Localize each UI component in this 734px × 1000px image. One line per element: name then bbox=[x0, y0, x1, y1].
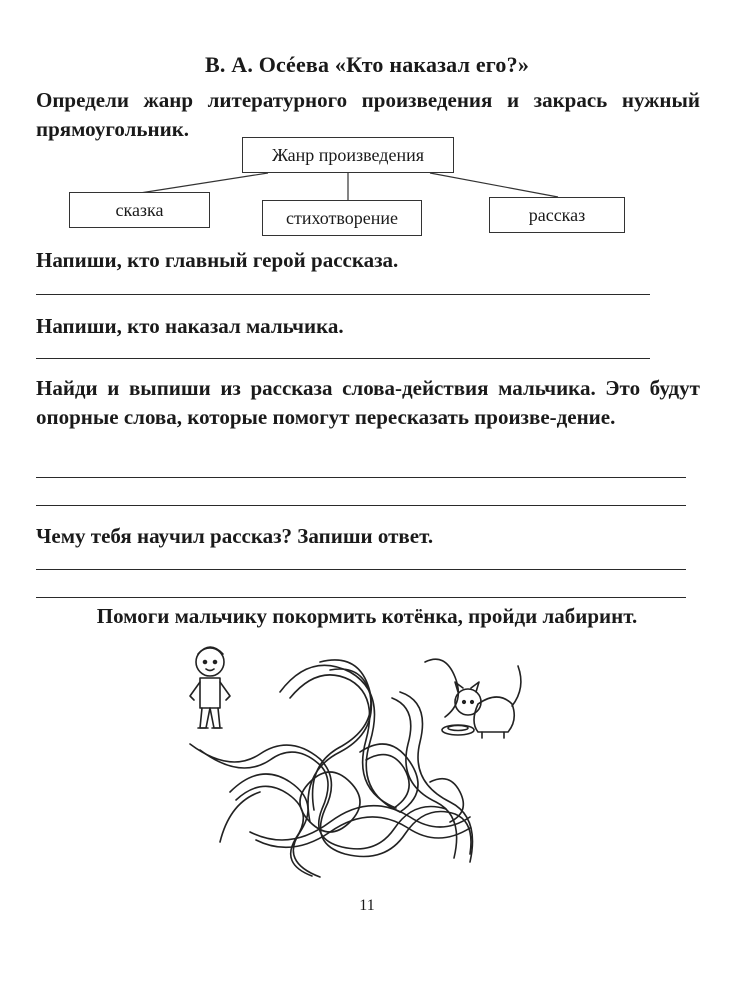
answer-line[interactable] bbox=[36, 477, 686, 478]
answer-line[interactable] bbox=[36, 569, 686, 570]
genre-root-box: Жанр произведения bbox=[242, 137, 454, 173]
page-number: 11 bbox=[359, 897, 375, 914]
answer-line[interactable] bbox=[36, 358, 650, 359]
task-actions: Найди и выпиши из рассказа слова-действия мальчика. Это будут опорные слова, которые помогут пересказать произве-дение. bbox=[36, 376, 700, 429]
genre-option-story[interactable]: рассказ bbox=[489, 197, 625, 233]
genre-option-fairytale[interactable]: сказка bbox=[69, 192, 210, 228]
answer-line[interactable] bbox=[36, 597, 686, 598]
task-punished: Напиши, кто наказал мальчика. bbox=[36, 314, 344, 338]
task-lesson: Чему тебя научил рассказ? Запиши ответ. bbox=[36, 524, 434, 548]
task-genre: Определи жанр литературного произведения и закрась нужный прямоугольник. bbox=[36, 88, 700, 141]
task-hero: Напиши, кто главный герой рассказа. bbox=[36, 248, 399, 272]
kitten-icon bbox=[442, 666, 521, 738]
task-maze: Помоги мальчику покормить котёнка, пройди лабиринт. bbox=[96, 604, 638, 628]
maze-illustration[interactable] bbox=[170, 632, 540, 882]
genre-option-poem[interactable]: стихотворение bbox=[262, 200, 422, 236]
boy-icon bbox=[190, 647, 230, 728]
page-title: В. А. Осéева «Кто наказал его?» bbox=[204, 52, 530, 77]
maze-paths bbox=[190, 659, 473, 877]
answer-line[interactable] bbox=[36, 294, 650, 295]
answer-line[interactable] bbox=[36, 505, 686, 506]
